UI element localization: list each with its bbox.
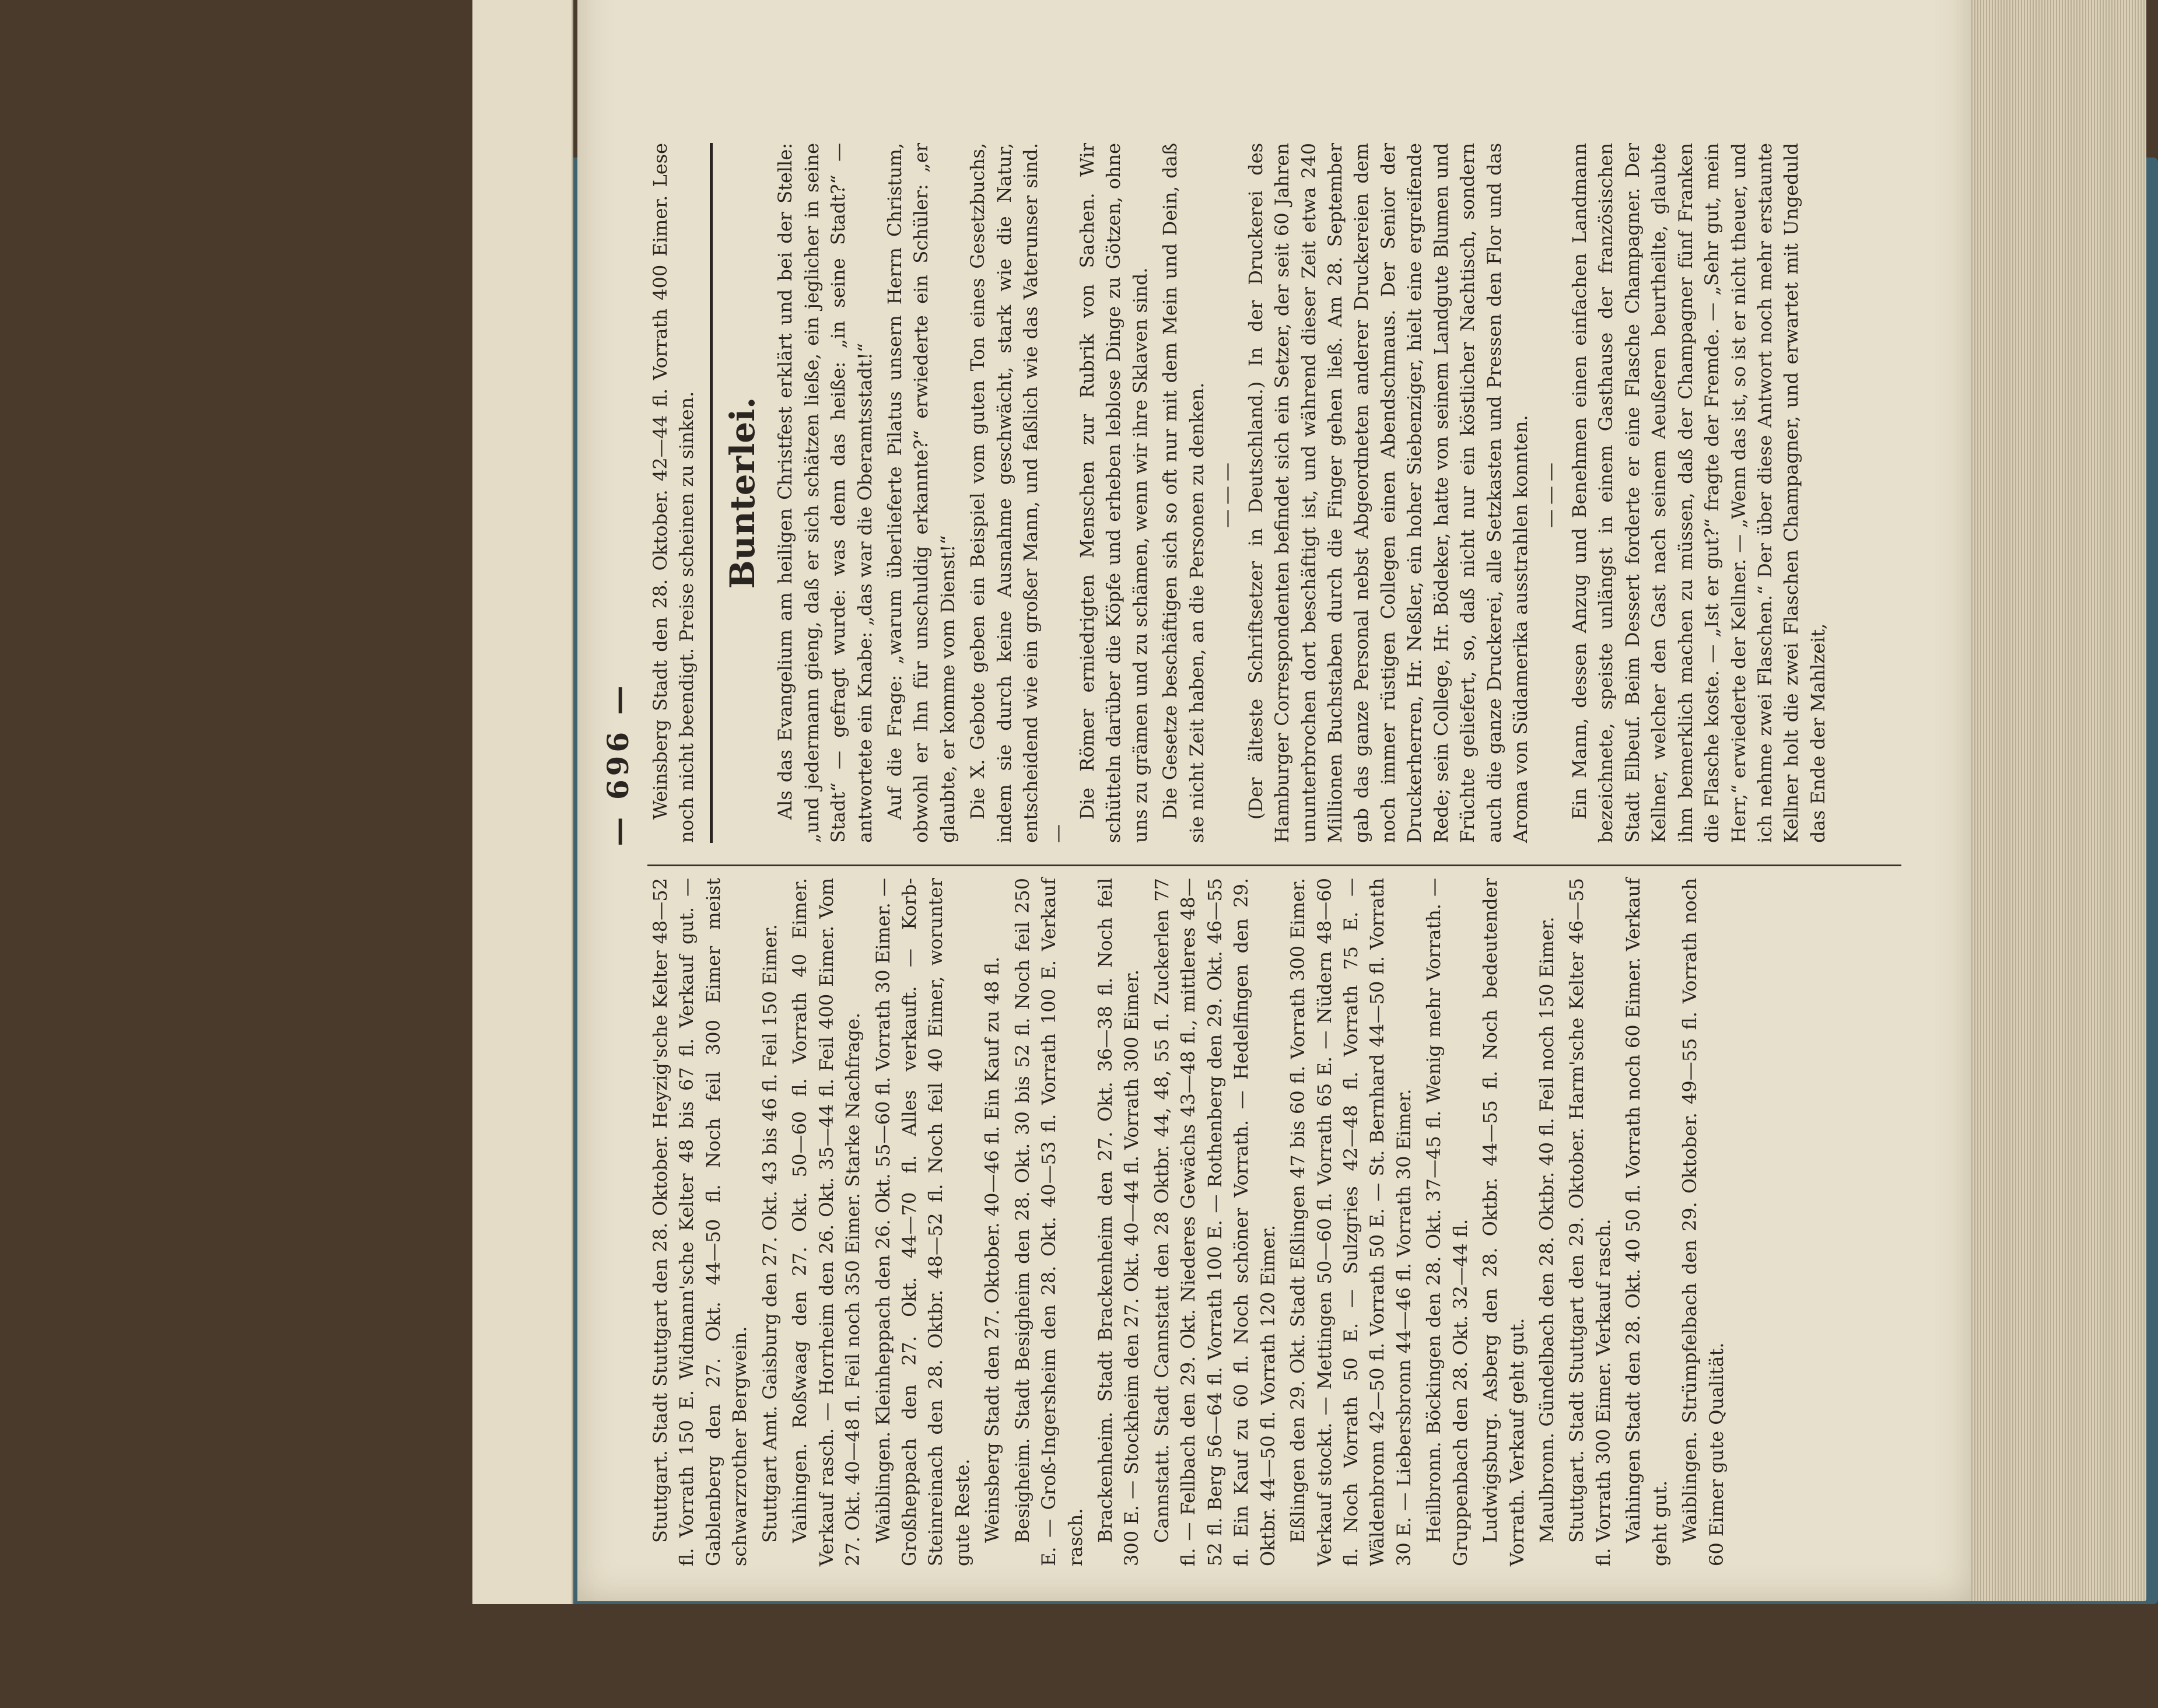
left-column [647,878,1733,1566]
left-paragraph: Brackenheim. Stadt Brackenheim den 27. Okt. 36—38 fl. Noch feil 300 E. — Stockheim den 27. Okt. 40—44 fl. Vorrath 300 Eimer. [1094,878,1143,1566]
left-paragraph: Eßlingen den 29. Okt. Stadt Eßlingen 47 bis 60 fl. Vorrath 300 Eimer. Verkauf stockt. — Mettingen 50—60 fl. Vorrath 65 E. — Nüdern 48—60 fl. Noch Vorrath 50 E. — Sulzgries 42—48 fl. Vorrath 75 E. — Wäldenbronn 42—50 fl. Vorrath 50 E. — St. Bernhard 44—50 fl. Vorrath 30 E. — Liebersbronn 44—46 fl. Vorrath 30 Eimer. [1287,878,1415,1566]
separator: ——— [1539,458,1562,528]
left-paragraph: Cannstatt. Stadt Cannstatt den 28 Oktbr. 44, 48, 55 fl. Zuckerlen 77 fl. — Fellbach den 29. Okt. Niederes Gewächs 43—48 fl., mittleres 48—52 fl. Berg 56—64 fl. Vorrath 100 E. — Rothenberg den 29. Okt. 46—55 fl. Ein Kauf zu 60 fl. Noch schöner Vorrath. — Hedelfingen den 29. Oktbr. 44—50 fl. Vorrath 120 Eimer. [1150,878,1279,1566]
section-title: Bunterlei. [710,143,766,843]
column-divider [647,864,1901,866]
left-paragraph: Vaihingen Stadt den 28. Okt. 40 50 fl. Vorrath noch 60 Eimer. Verkauf geht gut. [1622,878,1671,1566]
left-paragraph: Besigheim. Stadt Besigheim den 28. Okt. 30 bis 52 fl. Noch feil 250 E. — Groß-Ingersheim den 28. Okt. 40—53 fl. Vorrath 100 E. Verkauf rasch. [1011,878,1087,1566]
left-paragraph: Waiblingen. Strümpfelbach den 29. Oktober. 49—55 fl. Vorrath noch 60 Eimer gute Qualität. [1679,878,1728,1566]
right-paragraph: Ein Mann, dessen Anzug und Benehmen einen einfachen Landmann bezeichnete, speiste unlängst in einem Gasthause der französischen Stadt Elbeuf. Beim Dessert forderte er eine Flasche Champagner. Der Kellner, welcher den Gast nach seinem Aeußeren beurtheilte, glaubte ihm bemerklich machen zu müssen, daß der Champagner fünf Franken die Flasche koste. — „Ist er gut?“ fragte der Fremde. — „Sehr gut, mein Herr,“ erwiederte der Kellner. — „Wenn das ist, so ist er nicht theuer, und ich nehme zwei Flaschen.“ Der über diese Antwort noch mehr erstaunte Kellner holt die zwei Flaschen Champagner, und erwartet mit Ungeduld das Ende der Mahlzeit, [1568,143,1829,843]
page-edge [1966,0,2146,1601]
left-paragraph: Stuttgart. Stadt Stuttgart den 29. Oktober. Harm'sche Kelter 46—55 fl. Vorrath 300 Eimer. Verkauf rasch. [1565,878,1614,1566]
left-paragraph: Stuttgart Amt. Gaisburg den 27. Okt. 43 bis 46 fl. Feil 150 Eimer. [758,924,781,1543]
right-column [647,143,1835,843]
right-paragraph: Auf die Frage: „warum überlieferte Pilatus unsern Herrn Christum, obwohl er Ihn für unschuldig erkannte?“ erwiederte ein Schüler: „er glaubte, er komme vom Dienst!“ [883,143,959,843]
left-paragraph: Waiblingen. Kleinheppach den 26. Okt. 55—60 fl. Vorrath 30 Eimer. — Großheppach den 27. Okt. 44—70 fl. Alles verkauft. — Korb-Steinreinach den 28. Oktbr. 48—52 fl. Noch feil 40 Eimer, worunter gute Reste. [871,878,973,1566]
left-paragraph: Ludwigsburg. Asberg den 28. Oktbr. 44—55 fl. Noch bedeutender Vorrath. Verkauf geht gut. [1479,878,1528,1566]
left-paragraph: Stuttgart. Stadt Stuttgart den 28. Oktober. Heyzig'sche Kelter 48—52 fl. Vorrath 150 E. Widmann'sche Kelter 48 bis 67 fl. Verkauf gut. — Gablenberg den 27. Okt. 44—50 fl. Noch feil 300 Eimer meist schwarzrother Bergwein. [649,878,751,1566]
previous-page-strip [472,0,573,1604]
page-number-header: — 696 — [601,682,635,846]
right-paragraph: Als das Evangelium am heiligen Christfest erklärt und bei der Stelle: „und jedermann gieng, daß er sich schätzen ließe, ein jeglicher in seine Stadt“ — gefragt wurde: was denn das heiße: „in seine Stadt?“ — antwortete ein Knabe: „das war die Oberamtsstadt!“ [774,143,876,843]
left-paragraph: Vaihingen. Roßwaag den 27. Okt. 50—60 fl. Vorrath 40 Eimer. Verkauf rasch. — Horrheim den 26. Okt. 35—44 fl. Feil 400 Eimer. Vom 27. Okt. 40—48 fl. Feil noch 350 Eimer. Starke Nachfrage. [789,878,864,1566]
rotated-book [472,64,1942,1674]
book-page [577,0,1971,1601]
separator: ——— [1215,458,1238,528]
left-paragraph: Weinsberg Stadt den 27. Oktober. 40—46 fl. Ein Kauf zu 48 fl. [981,956,1004,1543]
left-paragraph: Heilbronn. Böckingen den 28. Okt. 37—45 fl. Wenig mehr Vorrath. — Gruppenbach den 28. Okt. 32—44 fl. [1423,878,1472,1566]
left-paragraph: Maulbronn. Gündelbach den 28. Oktbr. 40 fl. Feil noch 150 Eimer. [1536,916,1558,1543]
right-paragraph: (Der älteste Schriftsetzer in Deutschland.) In der Druckerei des Hamburger Correspondenten befindet sich ein Setzer, der seit 60 Jahren ununterbrochen dort beschäftigt ist, und während dieser Zeit etwa 240 Millionen Buchstaben durch die Finger gehen ließ. Am 28. September gab das ganze Personal nebst Abgeordneten anderer Druckereien dem noch immer rüstigen Collegen einen Abendschmaus. Der Senior der Druckerherren, Hr. Neßler, ein hoher Siebenziger, hielt eine ergreifende Rede; sein College, Hr. Bödeker, hatte von seinem Landgute Blumen und Früchte geliefert, so, daß nicht nur ein köstlicher Nachtisch, sondern auch die ganze Druckerei, alle Setzkasten und Pressen den Flor und das Aroma von Südamerika ausstrahlen konnten. [1244,143,1532,843]
right-paragraph: Die Gesetze beschäftigen sich so oft nur mit dem Mein und Dein, daß sie nicht Zeit haben, an die Personen zu denken. [1159,143,1208,843]
right-paragraph: Die Römer erniedrigten Menschen zur Rubrik von Sachen. Wir schütteln darüber die Köpfe und erheben leblose Dinge zu Götzen, ohne uns zu grämen und zu schämen, wenn wir ihre Sklaven sind. [1076,143,1151,843]
right-intro-paragraph: Weinsberg Stadt den 28. Oktober. 42—44 fl. Vorrath 400 Eimer. Lese noch nicht beendigt. Preise scheinen zu sinken. [649,143,698,843]
right-paragraph: Die X. Gebote geben ein Beispiel vom guten Ton eines Gesetzbuchs, indem sie durch keine Ausnahme geschwächt, stark wie die Natur, entscheidend wie ein großer Mann, und faßlich wie das Vaterunser sind. — [966,143,1069,843]
